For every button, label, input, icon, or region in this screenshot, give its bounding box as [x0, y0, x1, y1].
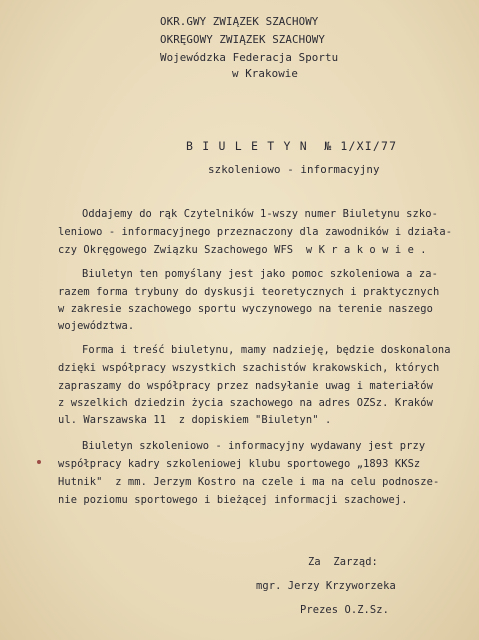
paragraph-1-line-1: Oddajemy do rąk Czytelników 1-wszy numer Biuletynu szko- [82, 208, 438, 220]
paragraph-3-line-3: zapraszamy do współpracy przez nadsyłanie uwag i materiałów [58, 380, 433, 392]
paragraph-3-line-2: dzięki współpracy wszystkich szachistów krakowskich, których [58, 362, 440, 374]
bulletin-subtitle: szkoleniowo - informacyjny [208, 163, 380, 176]
paragraph-4-line-2: współpracy kadry szkoleniowej klubu sportowego „1893 KKSz [58, 458, 421, 470]
paragraph-2-line-3: w zakresie szachowego sportu wyczynowego na terenie naszego [58, 303, 433, 315]
paragraph-3-line-1: Forma i treść biuletynu, mamy nadzieję, będzie doskonalona [82, 344, 451, 356]
header-line-4: w Krakowie [232, 67, 299, 80]
paragraph-1-line-3: czy Okręgowego Związku Szachowego WFS w K r a k o w i e . [58, 244, 427, 256]
header-line-1: OKR.GWY ZWIĄZEK SZACHOWY [160, 15, 319, 28]
paragraph-2-line-1: Biuletyn ten pomyślany jest jako pomoc szkoleniowa a za- [82, 268, 438, 280]
paragraph-3-line-4: z wszelkich dziedzin życia szachowego na adres OZSz. Kraków [58, 397, 433, 409]
header-line-3: Wojewódzka Federacja Sportu [160, 51, 339, 64]
header-line-2: OKRĘGOWY ZWIĄZEK SZACHOWY [160, 33, 326, 46]
paragraph-4-line-3: Hutnik" z mm. Jerzym Kostro na czele i ma na celu podnosze- [58, 476, 440, 488]
paragraph-3-line-5: ul. Warszawska 11 z dopiskiem "Biuletyn" . [58, 414, 332, 426]
bulletin-title: B I U L E T Y N № 1/XI/77 [186, 139, 398, 153]
ink-mark [37, 460, 41, 464]
paragraph-4-line-4: nie poziomu sportowego i bieżącej informacji szachowej. [58, 494, 408, 506]
signature-role: Prezes O.Z.Sz. [300, 604, 389, 616]
paragraph-2-line-4: województwa. [58, 320, 135, 332]
signature-label: Za Zarząd: [308, 556, 378, 568]
paragraph-4-line-1: Biuletyn szkoleniowo - informacyjny wydawany jest przy [82, 440, 426, 452]
signature-name: mgr. Jerzy Krzyworzeka [256, 580, 396, 592]
paragraph-1-line-2: leniowo - informacyjnego przeznaczony dla zawodników i działa- [58, 226, 453, 238]
paragraph-2-line-2: razem forma trybuny do dyskusji teoretycznych i praktycznych [58, 286, 440, 298]
